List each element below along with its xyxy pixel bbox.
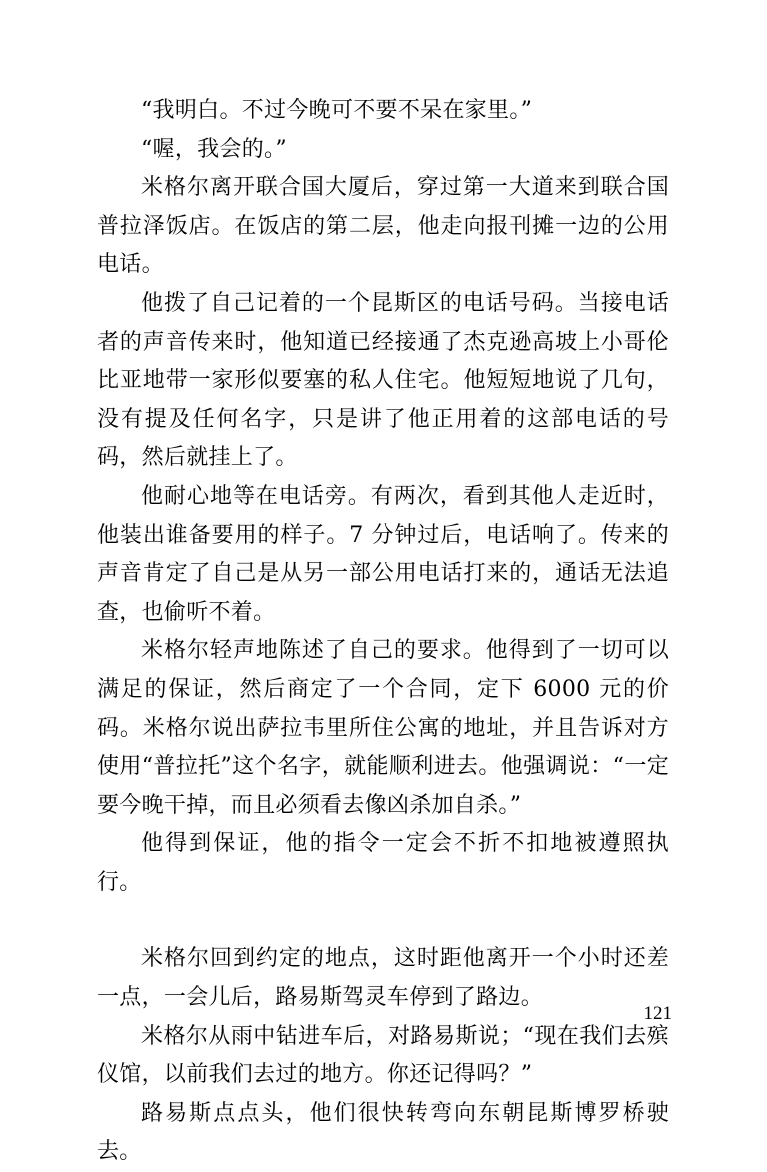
paragraph-7: 他得到保证，他的指令一定会不折不扣地被遵照执行。 [97, 831, 669, 895]
paragraph-10: 路易斯点点头，他们很快转弯向东朝昆斯博罗桥驶去。 [97, 1100, 669, 1165]
page-body [97, 92, 669, 1172]
paragraph-5: 他耐心地等在电话旁。有两次，看到其他人走近时，他装出谁备要用的样子。7 分钟过后，电话响了。传来的声音肯定了自己是从另一部公用电话打来的，通话无法追查，也偷听不着。 [97, 483, 669, 625]
paragraph-1: “我明白。不过今晚可不要不呆在家里。” [141, 98, 533, 123]
paragraph-3: 米格尔离开联合国大厦后，穿过第一大道来到联合国普拉泽饭店。在饭店的第二层，他走向报刊摊一边的公用电话。 [97, 175, 669, 278]
paragraph-6: 米格尔轻声地陈述了自己的要求。他得到了一切可以满足的保证，然后商定了一个合同，定下 6000 元的价码。米格尔说出萨拉韦里所住公寓的地址，并且告诉对方使用“普拉托”这个名字，就能顺利进去。他强调说：“一定要今晚干掉，而且必须看去像凶杀加自杀。” [97, 638, 669, 818]
section-break [97, 902, 669, 940]
paragraph-9: 米格尔从雨中钻进车后，对路易斯说；“现在我们去殡仪馆，以前我们去过的地方。你还记得吗？” [97, 1023, 669, 1088]
paragraph-8: 米格尔回到约定的地点，这时距他离开一个小时还差一点，一会儿后，路易斯驾灵车停到了路边。 [97, 946, 669, 1011]
paragraph-4: 他拨了自己记着的一个昆斯区的电话号码。当接电话者的声音传来时，他知道已经接通了杰克逊高坡上小哥伦比亚地带一家形似要塞的私人住宅。他短短地说了几句，没有提及任何名字，只是讲了他正用着的这部电话的号码，然后就挂上了。 [97, 290, 669, 471]
paragraph-2: “喔，我会的。” [141, 136, 287, 162]
page-number: 121 [643, 1003, 672, 1024]
